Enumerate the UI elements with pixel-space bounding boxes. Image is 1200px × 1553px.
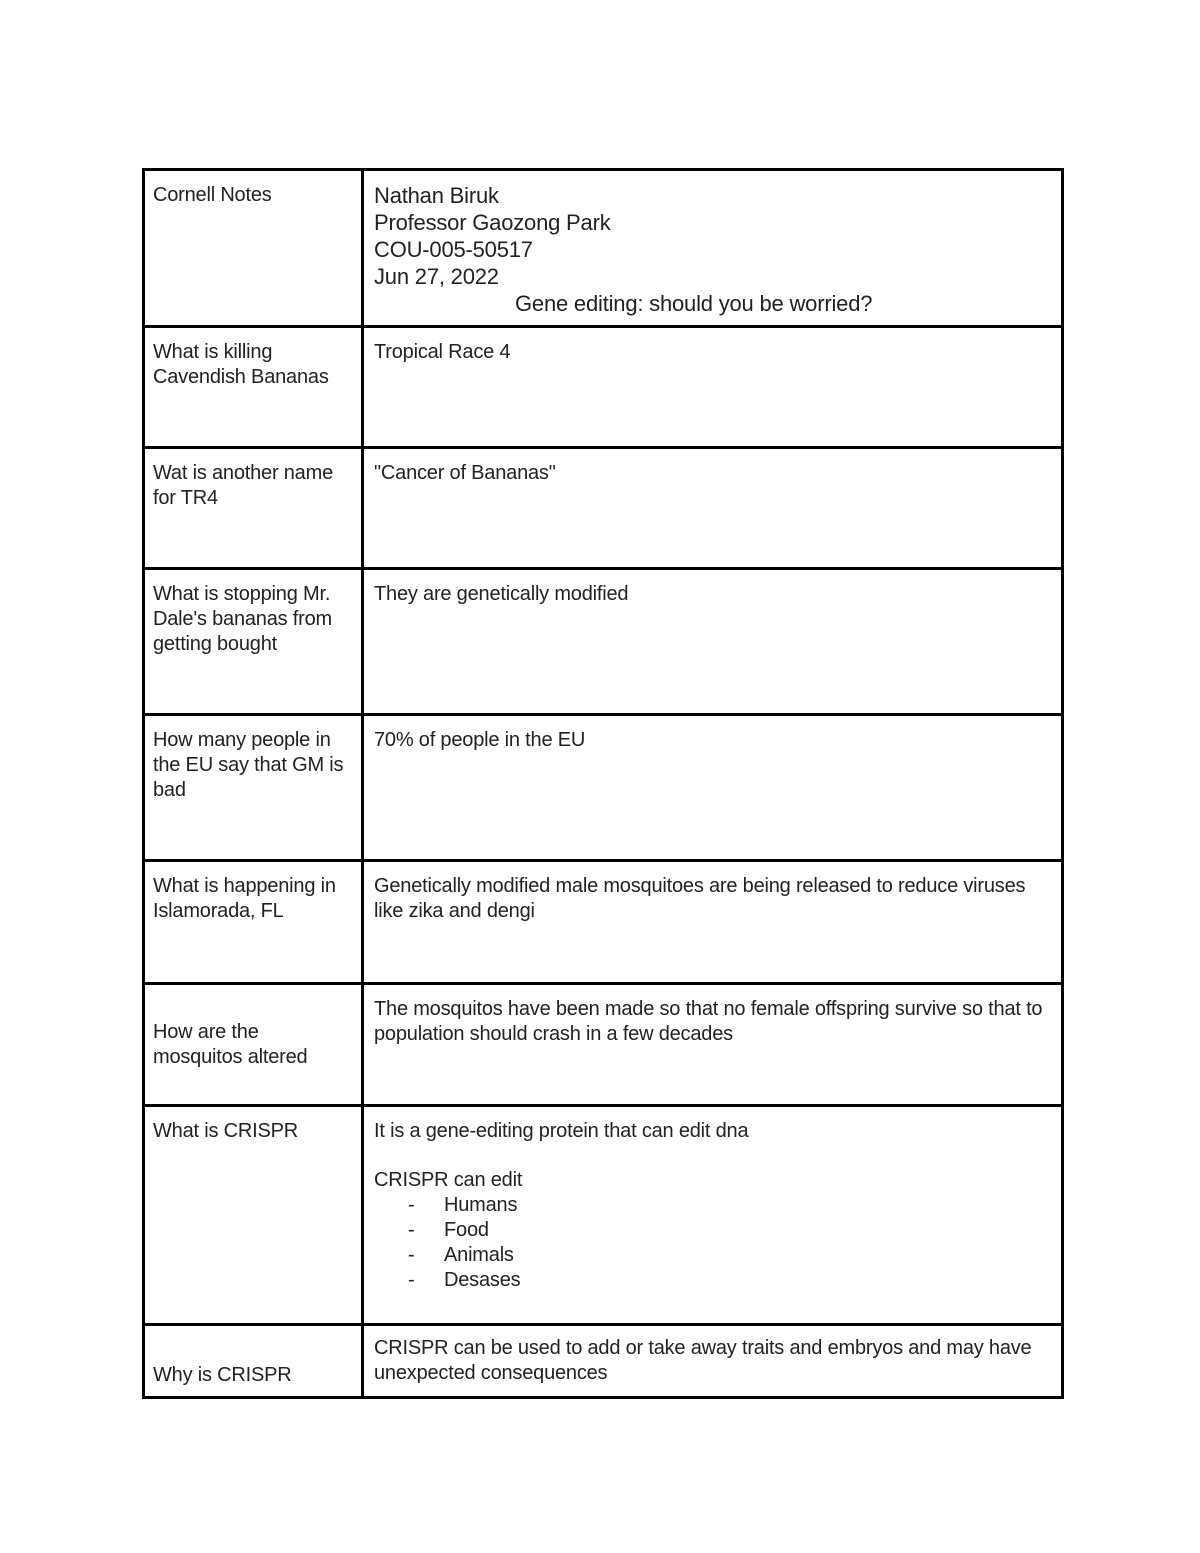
table-row <box>144 1325 1063 1398</box>
answer-cell <box>363 448 1063 569</box>
question-text: What is CRISPR <box>153 1120 299 1142</box>
table-row <box>144 861 1063 984</box>
list-item: - Food <box>408 1218 1049 1243</box>
question-text: What is happening in Islamorada, FL <box>153 875 336 922</box>
answer-text: It is a gene-editing protein that can edit dna <box>374 1120 749 1142</box>
answer-text: "Cancer of Bananas" <box>374 462 556 484</box>
table-row <box>144 1106 1063 1325</box>
answer-subheading: CRISPR can edit <box>374 1169 523 1191</box>
answer-cell <box>363 1325 1063 1398</box>
cornell-notes-table <box>142 168 1064 1399</box>
answer-text: The mosquitos have been made so that no female offspring survive so that to population should crash in a few decades <box>374 998 1043 1045</box>
course-code: COU-005-50517 <box>374 237 533 262</box>
question-cell <box>144 861 363 984</box>
question-cell <box>144 569 363 715</box>
answer-cell <box>363 327 1063 448</box>
date: Jun 27, 2022 <box>374 264 499 289</box>
table-row <box>144 984 1063 1106</box>
header-row <box>144 170 1063 327</box>
answer-cell <box>363 715 1063 861</box>
answer-text: Genetically modified male mosquitoes are being released to reduce viruses like zika and dengi <box>374 875 1026 922</box>
answer-text: 70% of people in the EU <box>374 729 586 751</box>
question-text: Wat is another name for TR4 <box>153 462 333 509</box>
header-info-cell <box>363 170 1063 327</box>
answer-cell <box>363 984 1063 1106</box>
question-text: What is stopping Mr. Dale's bananas from getting bought <box>153 583 333 655</box>
answer-cell <box>363 569 1063 715</box>
question-text: How many people in the EU say that GM is bad <box>153 729 344 801</box>
question-text: What is killing Cavendish Bananas <box>153 341 329 388</box>
crispr-list <box>374 1193 1049 1293</box>
answer-cell <box>363 861 1063 984</box>
answer-text: Tropical Race 4 <box>374 341 511 363</box>
question-cell <box>144 715 363 861</box>
question-text: How are the mosquitos altered <box>153 1020 308 1068</box>
table-row <box>144 569 1063 715</box>
table-row <box>144 715 1063 861</box>
question-cell <box>144 448 363 569</box>
header-label: Cornell Notes <box>153 184 272 206</box>
question-cell <box>144 1106 363 1325</box>
list-item: - Animals <box>408 1243 1049 1268</box>
professor-name: Professor Gaozong Park <box>374 210 611 235</box>
list-item: - Humans <box>408 1193 1049 1218</box>
question-cell <box>144 1325 363 1398</box>
answer-text: They are genetically modified <box>374 583 629 605</box>
header-label-cell <box>144 170 363 327</box>
student-name: Nathan Biruk <box>374 183 499 208</box>
list-item: - Desases <box>408 1268 1049 1293</box>
page-title: Gene editing: should you be worried? <box>515 291 873 316</box>
question-cell <box>144 984 363 1106</box>
answer-cell <box>363 1106 1063 1325</box>
table-row <box>144 448 1063 569</box>
answer-text: CRISPR can be used to add or take away traits and embryos and may have unexpected consequences <box>374 1337 1032 1384</box>
table-row <box>144 327 1063 448</box>
question-cell <box>144 327 363 448</box>
question-text: Why is CRISPR <box>153 1364 292 1386</box>
